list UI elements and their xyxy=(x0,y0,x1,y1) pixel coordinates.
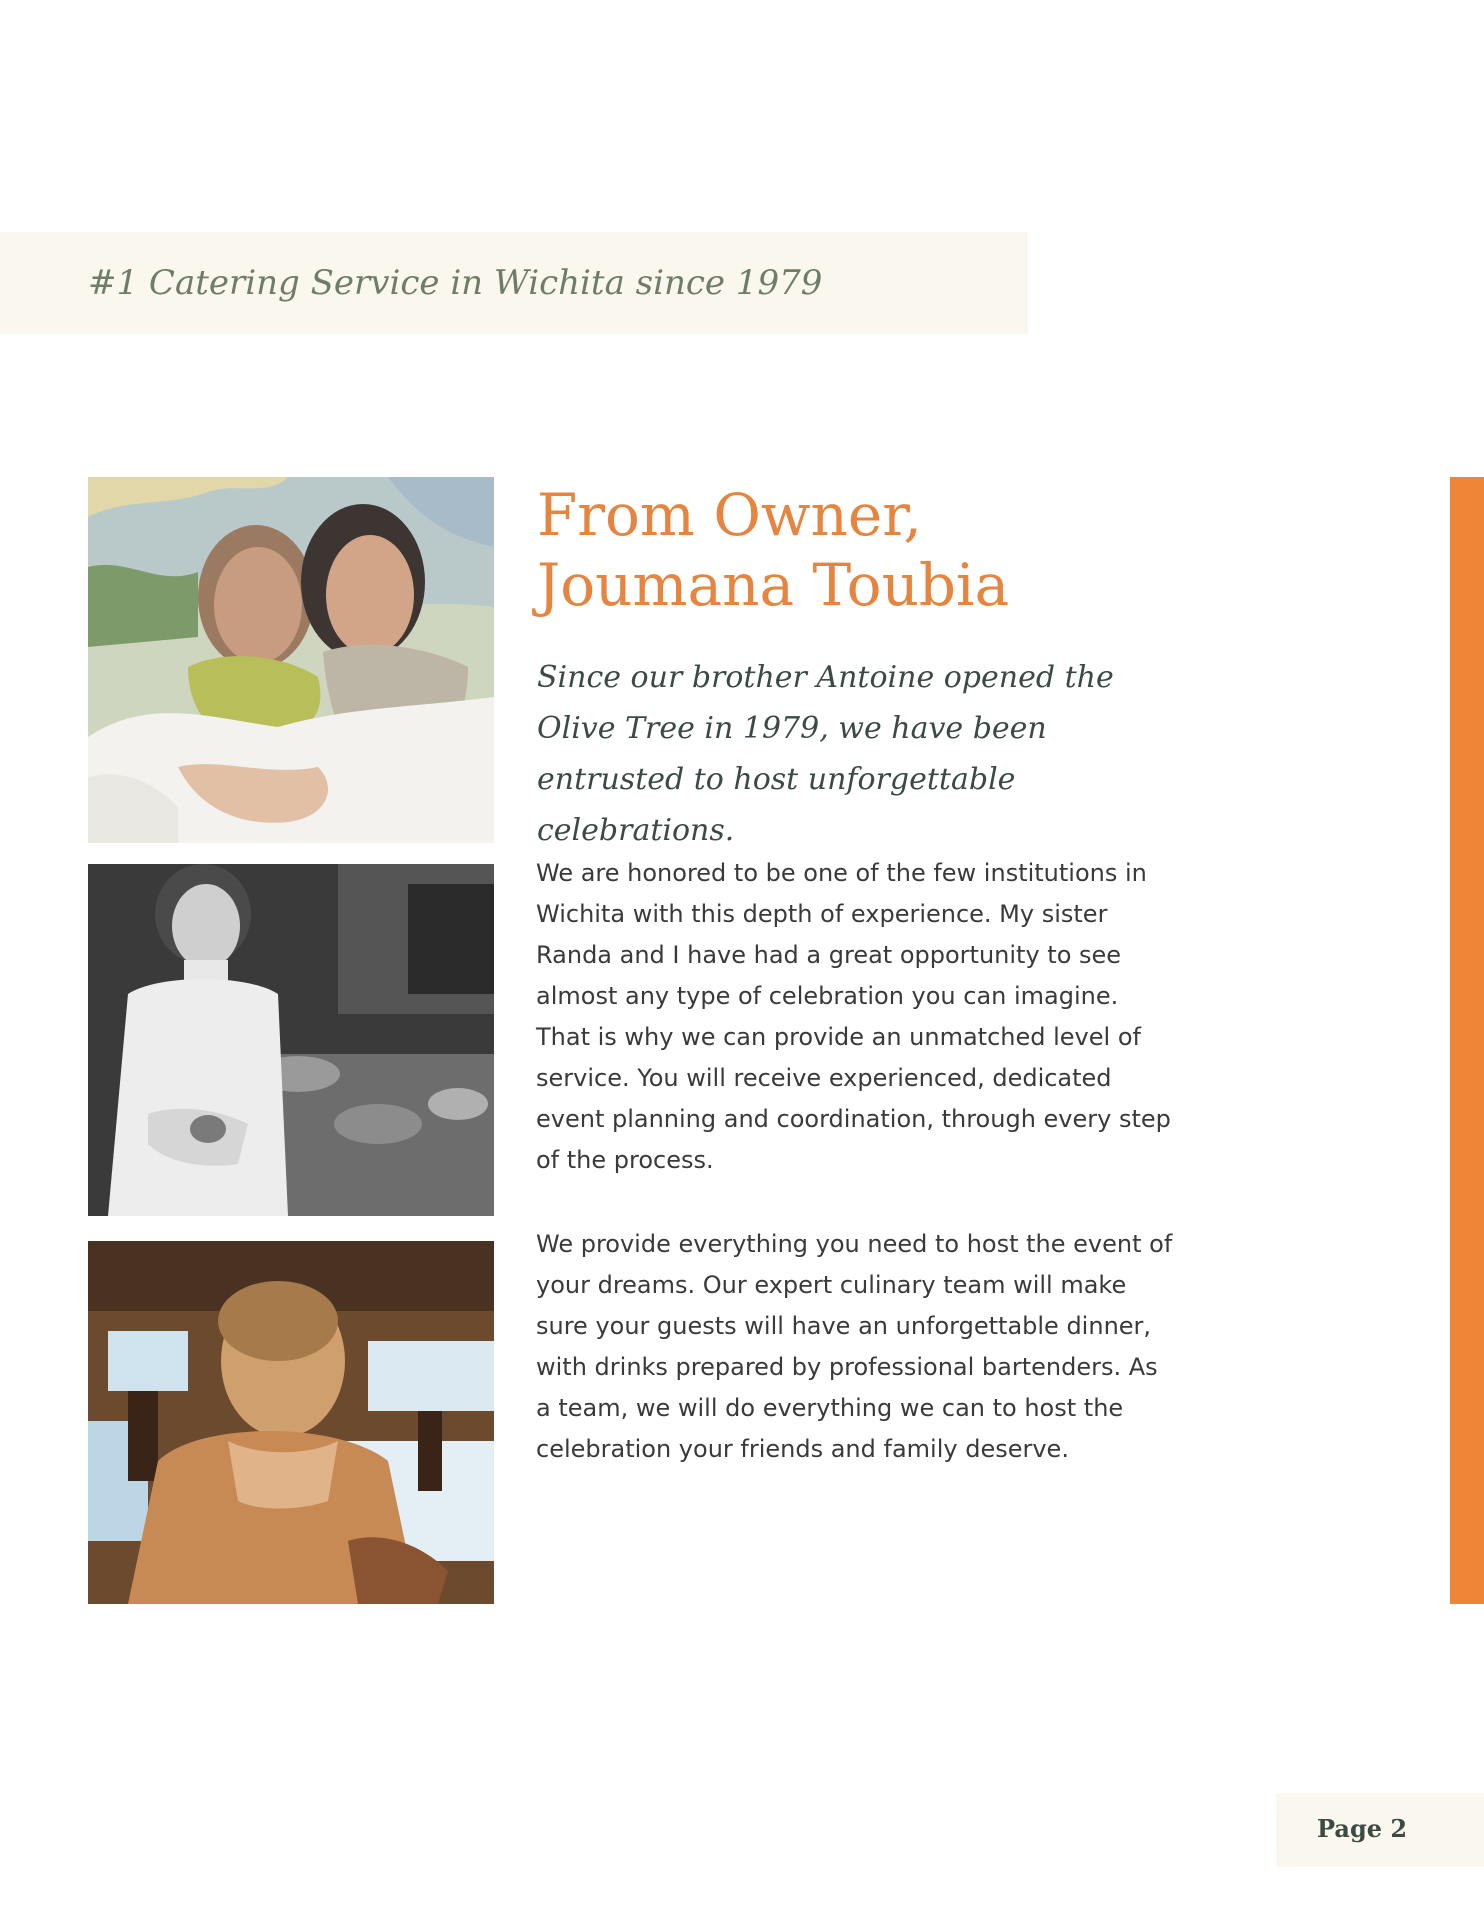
lead-quote: Since our brother Antoine opened the Olive Tree in 1979, we have been entrusted to host unforgettable celebrations. xyxy=(537,660,1114,848)
page-number-box xyxy=(1276,1793,1484,1867)
heading-line-2: Joumana Toubia xyxy=(537,551,1010,619)
article-heading xyxy=(537,480,1157,620)
heading-line-1: From Owner, xyxy=(537,481,922,549)
body-paragraph-2: We provide everything you need to host the event of your dreams. Our expert culinary team will make sure your guests will have an unforgettable dinner, with drinks prepared by professional bartenders. As a team, we will do everything we can to host the celebration your friends and family deserve. xyxy=(536,1230,1173,1463)
chef-photo xyxy=(88,864,494,1216)
founder-photo xyxy=(88,1241,494,1604)
tagline-text: #1 Catering Service in Wichita since 1979 xyxy=(88,263,823,303)
page-number: Page 2 xyxy=(1317,1814,1408,1843)
tagline-banner xyxy=(0,232,1028,334)
accent-bar xyxy=(1450,477,1484,1604)
owners-photo xyxy=(88,477,494,843)
body-paragraph-1: We are honored to be one of the few institutions in Wichita with this depth of experience. My sister Randa and I have had a great opportunity to see almost any type of celebration you can imagine. That is why we can provide an unmatched level of service. You will receive experienced, dedicated event planning and coordination, through every step of the process. xyxy=(536,859,1171,1174)
